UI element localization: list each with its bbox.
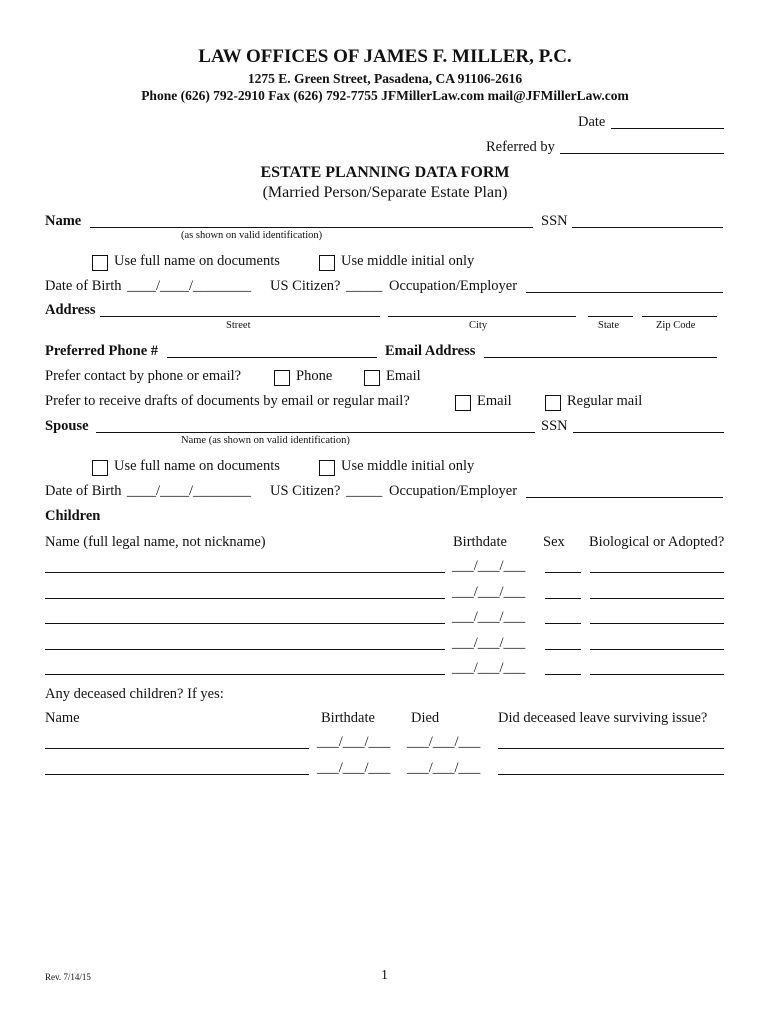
deceased-col-name: Name — [45, 710, 80, 726]
citizen-field[interactable]: _____ — [346, 278, 383, 294]
ssn-label: SSN — [541, 213, 568, 229]
drafts-mail-checkbox[interactable] — [545, 395, 561, 411]
children-col-sex: Sex — [543, 534, 565, 550]
child-bio-field[interactable] — [590, 674, 724, 675]
occupation-field[interactable] — [526, 292, 723, 293]
city-field[interactable] — [388, 316, 576, 317]
date-field[interactable] — [611, 128, 724, 129]
contact-pref-label: Prefer contact by phone or email? — [45, 368, 242, 384]
spouse-dob-field[interactable]: ____/____/________ — [127, 483, 252, 499]
address-label: Address — [45, 302, 96, 318]
drafts-mail-label: Regular mail — [567, 393, 643, 409]
spouse-ssn-label: SSN — [541, 418, 568, 434]
children-col-name: Name (full legal name, not nickname) — [45, 534, 266, 550]
firm-name: LAW OFFICES OF JAMES F. MILLER, P.C. — [198, 46, 572, 67]
spouse-name-field[interactable] — [96, 432, 535, 433]
spouse-full-name-label: Use full name on documents — [114, 458, 280, 474]
state-hint: State — [598, 320, 619, 331]
spouse-label: Spouse — [45, 418, 89, 434]
spouse-full-name-checkbox[interactable] — [92, 460, 108, 476]
child-sex-field[interactable] — [545, 649, 581, 650]
spouse-occupation-label: Occupation/Employer — [389, 483, 518, 499]
zip-hint: Zip Code — [656, 320, 696, 331]
deceased-issue-field[interactable] — [498, 774, 724, 775]
deceased-name-field[interactable] — [45, 774, 309, 775]
zip-field[interactable] — [642, 316, 717, 317]
ssn-field[interactable] — [572, 227, 723, 228]
city-hint: City — [469, 320, 488, 331]
contact-email-checkbox[interactable] — [364, 370, 380, 386]
phone-field[interactable] — [167, 357, 377, 358]
spouse-occupation-field[interactable] — [526, 497, 723, 498]
child-name-field[interactable] — [45, 674, 445, 675]
full-name-checkbox[interactable] — [92, 255, 108, 271]
email-field[interactable] — [484, 357, 717, 358]
children-col-birth: Birthdate — [453, 534, 507, 550]
child-bio-field[interactable] — [590, 623, 724, 624]
child-sex-field[interactable] — [545, 598, 581, 599]
middle-initial-label: Use middle initial only — [341, 253, 475, 269]
contact-phone-checkbox[interactable] — [274, 370, 290, 386]
deceased-col-birth: Birthdate — [321, 710, 375, 726]
child-sex-field[interactable] — [545, 674, 581, 675]
deceased-birthdate-field[interactable]: ___/___/___ — [317, 760, 391, 776]
spouse-citizen-field[interactable]: _____ — [346, 483, 383, 499]
child-birthdate-field[interactable]: ___/___/___ — [452, 558, 526, 574]
deceased-issue-field[interactable] — [498, 748, 724, 749]
spouse-name-hint: Name (as shown on valid identification) — [181, 435, 350, 446]
deceased-died-field[interactable]: ___/___/___ — [407, 760, 481, 776]
spouse-middle-initial-checkbox[interactable] — [319, 460, 335, 476]
firm-contact: Phone (626) 792-2910 Fax (626) 792-7755 JFMillerLaw.com mail@JFMillerLaw.com — [141, 88, 629, 103]
citizen-label: US Citizen? — [270, 278, 341, 294]
middle-initial-checkbox[interactable] — [319, 255, 335, 271]
deceased-question: Any deceased children? If yes: — [45, 686, 224, 702]
name-hint: (as shown on valid identification) — [181, 230, 323, 241]
spouse-dob-label: Date of Birth — [45, 483, 122, 499]
form-subtitle: (Married Person/Separate Estate Plan) — [262, 184, 508, 201]
child-sex-field[interactable] — [545, 623, 581, 624]
child-birthdate-field[interactable]: ___/___/___ — [452, 609, 526, 625]
spouse-middle-initial-label: Use middle initial only — [341, 458, 475, 474]
child-birthdate-field[interactable]: ___/___/___ — [452, 634, 526, 651]
children-col-bio: Biological or Adopted? — [589, 534, 725, 550]
contact-phone-label: Phone — [296, 368, 333, 384]
child-bio-field[interactable] — [590, 572, 724, 573]
page-number: 1 — [381, 968, 388, 983]
form-title: ESTATE PLANNING DATA FORM — [260, 164, 510, 181]
deceased-name-field[interactable] — [45, 748, 309, 749]
deceased-birthdate-field[interactable]: ___/___/___ — [317, 734, 391, 750]
child-name-field[interactable] — [45, 572, 445, 573]
deceased-col-issue: Did deceased leave surviving issue? — [498, 710, 708, 726]
child-name-field[interactable] — [45, 649, 445, 650]
drafts-label: Prefer to receive drafts of documents by email or regular mail? — [45, 393, 410, 409]
referred-label: Referred by — [486, 139, 555, 155]
phone-label: Preferred Phone # — [45, 343, 159, 359]
revision-note: Rev. 7/14/15 — [45, 972, 91, 982]
street-hint: Street — [226, 320, 251, 331]
deceased-col-died: Died — [411, 710, 440, 726]
child-birthdate-field[interactable]: ___/___/___ — [452, 660, 526, 676]
children-heading: Children — [45, 508, 101, 524]
street-field[interactable] — [100, 316, 380, 317]
drafts-email-checkbox[interactable] — [455, 395, 471, 411]
referred-field[interactable] — [560, 153, 724, 154]
state-field[interactable] — [588, 316, 633, 317]
email-label: Email Address — [385, 343, 476, 359]
child-bio-field[interactable] — [590, 649, 724, 650]
full-name-label: Use full name on documents — [114, 253, 280, 269]
child-name-field[interactable] — [45, 598, 445, 599]
child-bio-field[interactable] — [590, 598, 724, 599]
firm-address: 1275 E. Green Street, Pasadena, CA 91106-2616 — [247, 71, 523, 86]
contact-email-label: Email — [386, 368, 421, 384]
spouse-citizen-label: US Citizen? — [270, 483, 341, 499]
deceased-died-field[interactable]: ___/___/___ — [407, 734, 481, 750]
child-sex-field[interactable] — [545, 572, 581, 573]
child-birthdate-field[interactable]: ___/___/___ — [452, 583, 526, 600]
date-label: Date — [578, 114, 606, 130]
name-label: Name — [45, 213, 82, 229]
dob-field[interactable]: ____/____/________ — [127, 278, 252, 294]
drafts-email-label: Email — [477, 393, 512, 409]
occupation-label: Occupation/Employer — [389, 278, 518, 294]
spouse-ssn-field[interactable] — [573, 432, 724, 433]
dob-label: Date of Birth — [45, 278, 122, 294]
child-name-field[interactable] — [45, 623, 445, 624]
name-field[interactable] — [90, 227, 533, 228]
